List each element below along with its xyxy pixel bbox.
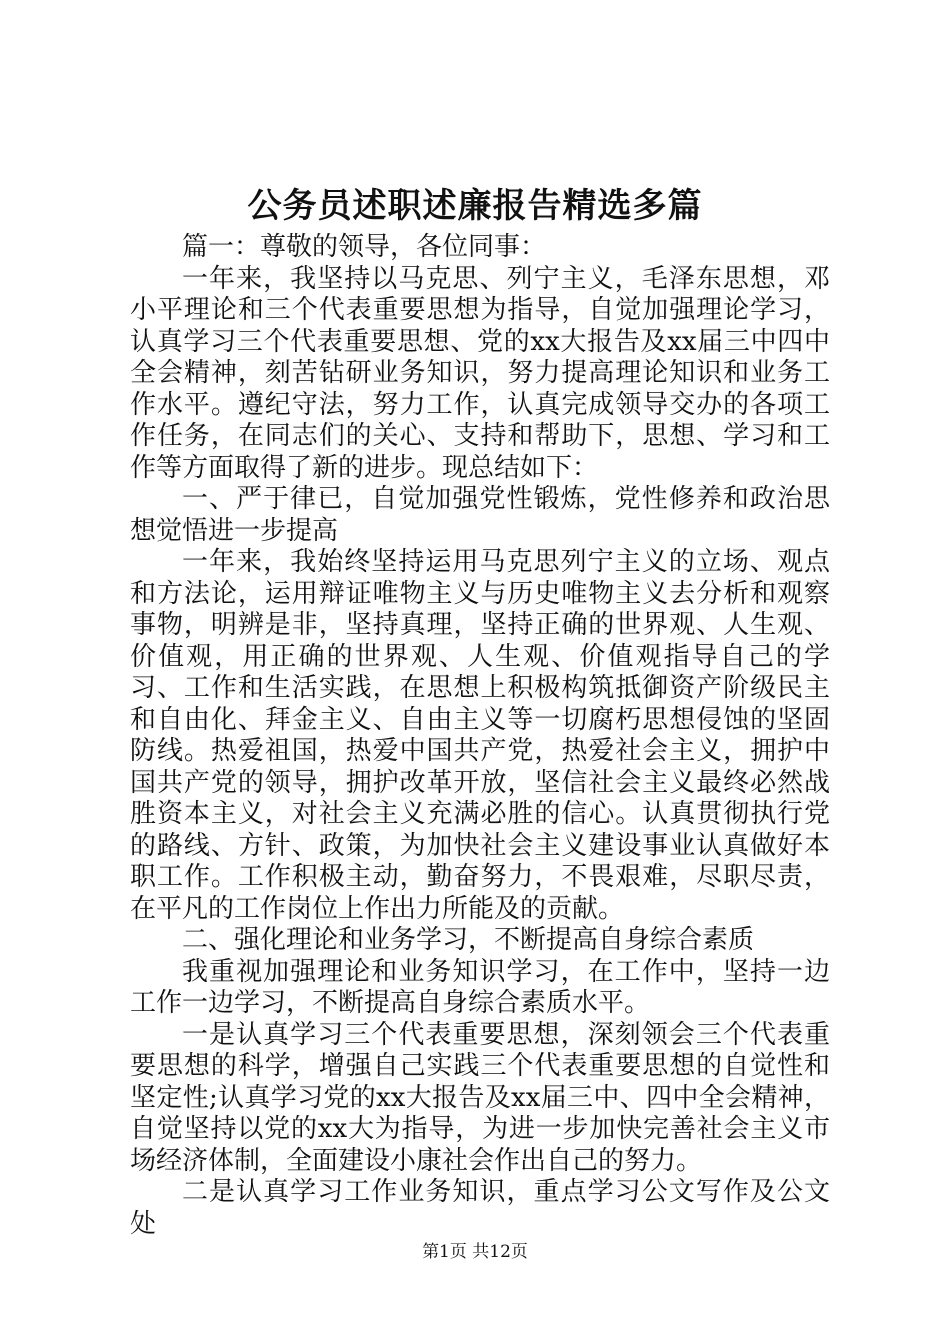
section-heading-2: 二、强化理论和业务学习，不断提高自身综合素质 xyxy=(182,925,755,955)
paragraph-point-1: 一是认真学习三个代表重要思想，深刻领会三个代表重要思想的科学，增强自己实践三个代表重要思想的自觉性和坚定性;认真学习党的xx大报告及xx届三中、四中全会精神，自觉坚持以党的xx大为指导，为进一步加快完善社会主义市场经济体制，全面建设小康社会作出自己的努力。 xyxy=(130,1019,830,1176)
paragraph-section-1: 一年来，我始终坚持运用马克思列宁主义的立场、观点和方法论，运用辩证唯物主义与历史唯物主义去分析和观察事物，明辨是非，坚持真理，坚持正确的世界观、人生观、价值观，用正确的世界观、人生观、价值观指导自己的学习、工作和生活实践，在思想上积极构筑抵御资产阶级民主和自由化、拜金主义、自由主义等一切腐朽思想侵蚀的坚固防线。热爱祖国，热爱中国共产党，热爱社会主义，拥护中国共产党的领导，拥护改革开放，坚信社会主义最终必然战胜资本主义，对社会主义充满必胜的信心。认真贯彻执行党的路线、方针、政策，为加快社会主义建设事业认真做好本职工作。工作积极主动，勤奋努力，不畏艰难，尽职尽责，在平凡的工作岗位上作出力所能及的贡献。 xyxy=(130,547,830,924)
paragraph-section-2-intro: 我重视加强理论和业务知识学习，在工作中，坚持一边工作一边学习，不断提高自身综合素质水平。 xyxy=(130,956,830,1018)
paragraph-point-2: 二是认真学习工作业务知识，重点学习公文写作及公文处 xyxy=(130,1177,830,1239)
document-title: 公务员述职述廉报告精选多篇 xyxy=(247,186,703,226)
section-heading-1: 一、严于律已，自觉加强党性锻炼，党性修养和政治思想觉悟进一步提高 xyxy=(130,484,830,546)
paragraph-intro: 一年来，我坚持以马克思、列宁主义，毛泽东思想，邓小平理论和三个代表重要思想为指导，自觉加强理论学习，认真学习三个代表重要思想、党的xx大报告及xx届三中四中全会精神，刻苦钻研业务知识，努力提高理论知识和业务工作水平。遵纪守法，努力工作，认真完成领导交办的各项工作任务，在同志们的关心、支持和帮助下，思想、学习和工作等方面取得了新的进步。现总结如下： xyxy=(130,263,830,483)
paragraph-salutation: 篇一：尊敬的领导，各位同事： xyxy=(182,232,547,262)
document-body xyxy=(130,232,830,1240)
page-indicator: 第1页 共12页 xyxy=(422,1242,528,1262)
